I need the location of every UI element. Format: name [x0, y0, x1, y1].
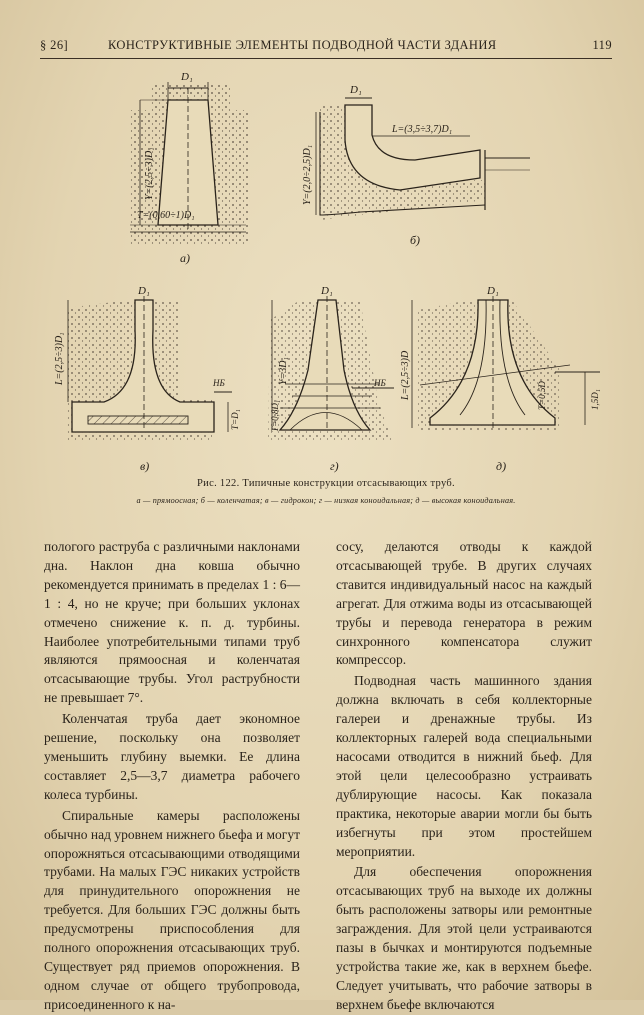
right-paragraph-3: Для обеспечения опорожнения отсасывающих труб на выходе их должны быть расположены затворы или ремонтные заграждения. Для этой цели устраиваются пазы в бычках и монтируются подъемные устройства такие же, как в верхнем бьефе. Следует учитывать, что рабочие затворы в верхнем бьефе включаются — [336, 864, 592, 1012]
panel-g-top-label: D₁ — [321, 285, 333, 297]
panel-b-top-label: D₁ — [350, 84, 362, 96]
right-paragraph-1: сосу, делаются отводы к каждой отсасывающей трубе. В других случаях ставится индивидуальный насос на каждый агрегат. Для отжима воды из отсасывающей трубы и перевода генератора в режим синхронного компенсатора служит компрессор. — [336, 539, 592, 668]
right-paragraph-2: Подводная часть машинного здания должна включать в себя коллекторные галереи и дренажные трубы. Из коллекторных галерей вода специальными насосами отводится в нижний бьеф. Для этой цели целесообразно устраивать дублирующие насосы. Как показала практика, некоторые аварии могли бы быть избегнуты при этом простейшем мероприятии. — [336, 673, 592, 859]
panel-d-right-label: 1,5D₁ — [590, 389, 600, 410]
left-paragraph-3: Спиральные камеры расположены обычно над уровнем нижнего бьефа и могут опорожняться отсасывающими отводящими трубами. На малых ГЭС никаких устройств для принудительного опорожнения не требуется. Для больших ГЭС должны быть предусмотрены приспособления для полного опорожнения отсасывающих труб. Существует ряд приемов опорожнения. В одном случае от общего трубопровода, присоединенного к на- — [44, 807, 300, 1012]
page-number: 119 — [592, 38, 612, 52]
panel-d-mid-label: T=0,5D — [537, 381, 547, 410]
right-column — [336, 538, 592, 1015]
running-title: КОНСТРУКТИВНЫЕ ЭЛЕМЕНТЫ ПОДВОДНОЙ ЧАСТИ ЗДАНИЯ — [108, 38, 497, 52]
panel-b-length-label: L=(3,5÷3,7)D₁ — [392, 124, 453, 135]
panel-g-bottom-label: T=0,8D₁ — [270, 400, 280, 432]
panel-b — [302, 84, 530, 247]
panel-a-letter: а) — [180, 251, 190, 265]
figure-caption: Рис. 122. Типичные конструкции отсасывающих труб. — [197, 478, 455, 489]
panel-v-top-label: D₁ — [138, 285, 150, 297]
panel-d-height-label: L=(2,5÷3)D — [400, 350, 411, 400]
panel-g-height-label: Y=3D₁ — [278, 356, 289, 385]
panel-g — [268, 285, 394, 473]
panel-a-height-label: Y=(2,5÷3)D₁ — [144, 147, 155, 200]
left-paragraph-2: Коленчатая труба дает экономное решение, поскольку она позволяет уменьшить глубину выемки. Ее длина составляет 2,5—3,7 диаметра рабочего колеса турбины. — [44, 711, 300, 802]
panel-v-bottom-label: T=D₁ — [230, 409, 240, 430]
left-paragraph-1: пологого раструба с различными наклонами дна. Наклон дна ковша обычно рекомендуется принимать в пределах 1 : 6—1 : 4, но не круче; при больших уклонах отмечено снижение к. п. д. турбины. Наиболее употребительными типами труб являются прямоосная и коленчатая отсасывающие трубы. Угол раструбности не превышает 7°. — [44, 539, 300, 706]
left-column — [44, 538, 300, 1015]
panel-v-height-label: L=(2,5÷3)D₁ — [54, 332, 65, 385]
panel-d — [400, 285, 600, 473]
panel-a — [130, 71, 250, 265]
panel-g-tailwater-label: НБ — [374, 378, 386, 388]
panel-b-letter: б) — [410, 233, 421, 247]
panel-v-letter: в) — [140, 459, 150, 473]
panel-b-height-label: Y=(2,0÷2,5)D₁ — [302, 144, 313, 205]
panel-d-letter: д) — [496, 459, 507, 473]
panel-v-tailwater-label: НБ — [213, 378, 225, 388]
panel-g-letter: г) — [330, 459, 339, 473]
figure-legend: а — прямоосная; б — коленчатая; в — гидрокон; г — низкая коноидальная; д — высокая коноидальная. — [136, 496, 516, 505]
figure-122 — [0, 0, 644, 480]
panel-v — [54, 285, 240, 473]
panel-a-bottom-label: T=(0,60÷1)D₁ — [137, 210, 195, 221]
panel-a-top-label: D₁ — [181, 71, 193, 83]
panel-d-top-label: D₁ — [487, 285, 499, 297]
section-number: § 26] — [40, 38, 69, 52]
